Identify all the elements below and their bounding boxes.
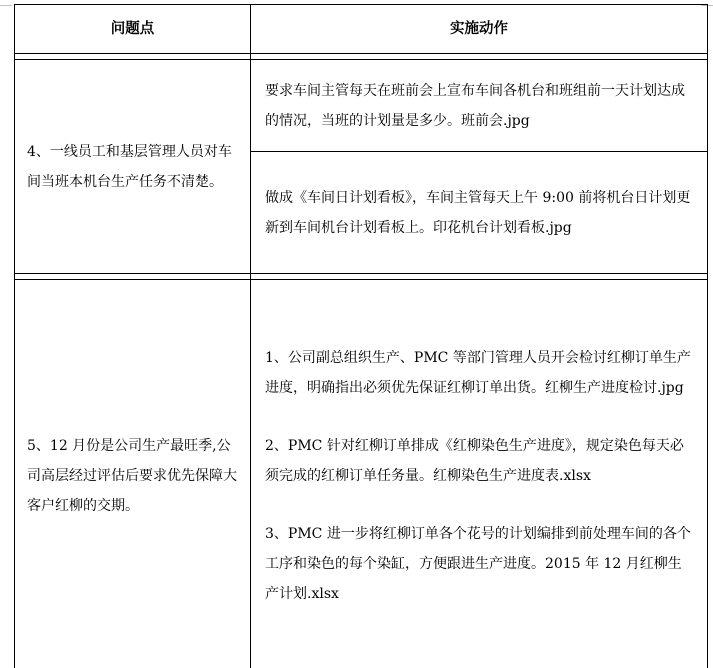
action-cell: 做成《车间日计划看板》，车间主管每天上午 9:00 前将机台日计划更新到车间机台计划看板上。印花机台计划看板.jpg bbox=[251, 152, 708, 274]
action-paragraph: 1、公司副总组织生产、PMC 等部门管理人员开会检讨红柳订单生产进度，明确指出必须优先保证红柳订单出货。红柳生产进度检讨.jpg bbox=[265, 349, 691, 396]
page-corner-mark-left bbox=[0, 5, 12, 6]
problem-action-table bbox=[14, 4, 708, 668]
table-row bbox=[15, 60, 708, 152]
action-paragraph: 2、PMC 针对红柳订单排成《红柳染色生产进度》，规定染色每天必须完成的红柳订单任务量。红柳染色生产进度表.xlsx bbox=[265, 437, 684, 484]
table-row bbox=[15, 280, 708, 668]
action-cell bbox=[251, 280, 708, 668]
action-paragraph: 3、PMC 进一步将红柳订单各个花号的计划编排到前处理车间的各个工序和染色的每个染缸，方便跟进生产进度。2015 年 12 月红柳生产计划.xlsx bbox=[265, 525, 691, 602]
table-header-row bbox=[15, 5, 708, 54]
action-cell: 要求车间主管每天在班前会上宣布车间各机台和班组前一天计划达成的情况，当班的计划量是多少。班前会.jpg bbox=[251, 60, 708, 152]
problem-cell: 5、12 月份是公司生产最旺季,公司高层经过评估后要求优先保障大客户红柳的交期。 bbox=[15, 280, 251, 668]
problem-cell: 4、一线员工和基层管理人员对车间当班本机台生产任务不清楚。 bbox=[15, 60, 251, 274]
header-problem: 问题点 bbox=[15, 5, 251, 54]
header-action: 实施动作 bbox=[251, 5, 708, 54]
